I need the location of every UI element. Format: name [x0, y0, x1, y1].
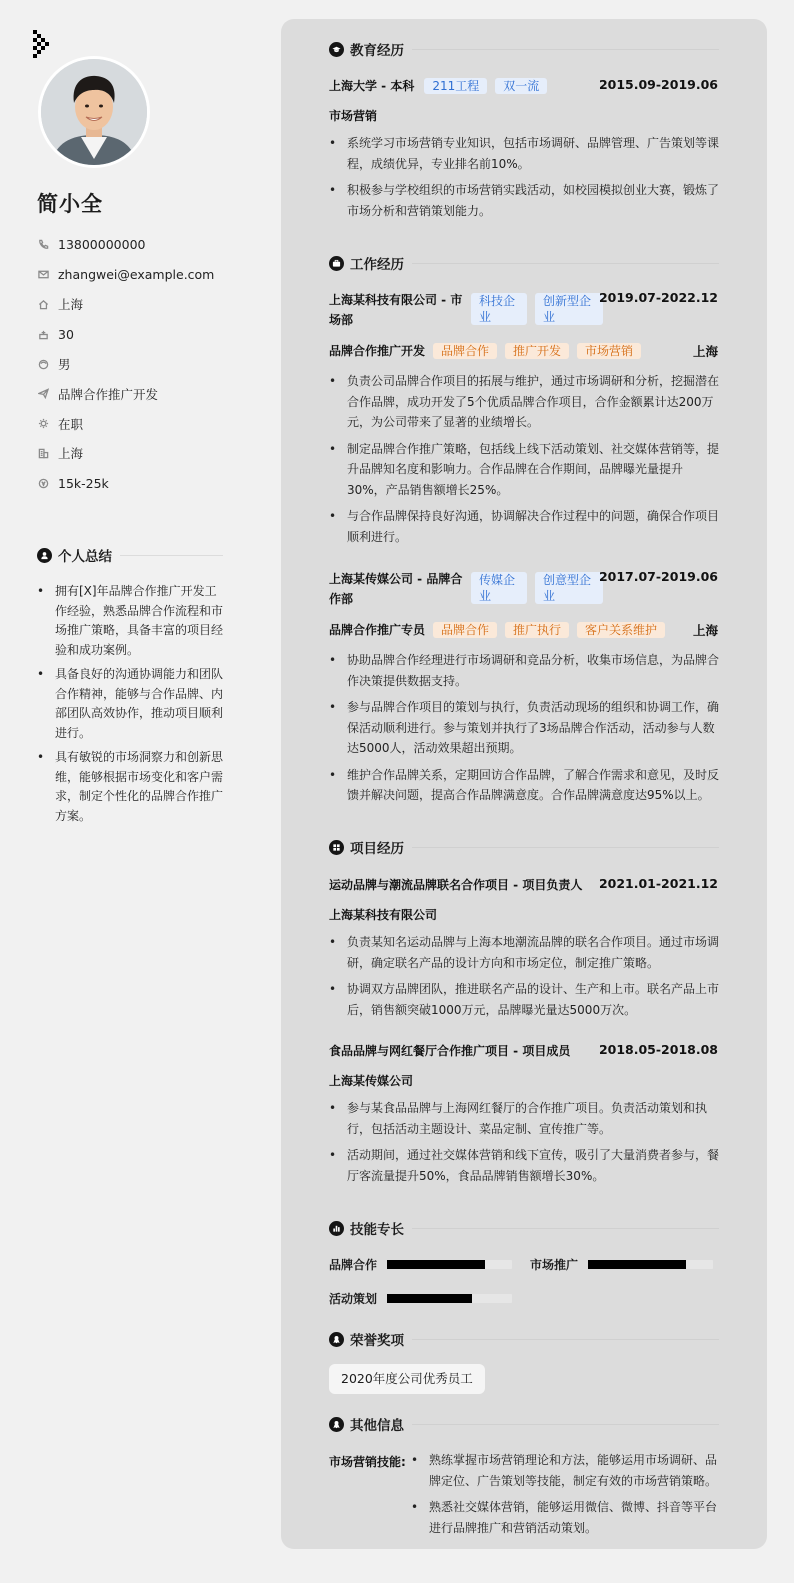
project-bullets — [329, 1098, 719, 1192]
section-title: 教育经历 — [350, 43, 404, 59]
company-line: 上海某传媒公司 - 品牌合 — [329, 572, 463, 586]
info-email — [37, 260, 214, 290]
project-company: 上海某传媒公司 — [329, 1074, 414, 1088]
section-title: 技能专长 — [350, 1222, 404, 1238]
summary-heading — [37, 545, 223, 565]
salary-icon — [37, 477, 49, 489]
list-item: • 负责公司品牌合作项目的拓展与维护，通过市场调研和分析，挖掘潜在合作品牌，成功开发了5个优质品牌合作项目，合作金额累计达200万元，为公司带来了显著的业绩增长。 — [329, 371, 719, 433]
job-role: 品牌合作推广专员 — [329, 623, 426, 637]
info-text: 上海 — [58, 297, 84, 313]
info-text: 在职 — [58, 416, 84, 432]
tag-line: 创新型企 — [543, 294, 592, 308]
avatar-photo — [41, 59, 147, 165]
divider — [412, 1339, 719, 1340]
skill-bar-fill — [588, 1260, 686, 1269]
sidebar — [0, 0, 284, 1583]
school-tag: 211工程 — [424, 78, 487, 94]
company-tag — [471, 293, 527, 325]
company-tag — [535, 293, 603, 325]
list-item: • 具备良好的沟通协调能力和团队合作精神，能够与合作品牌、内部团队高效协作，推动项目顺利进行。 — [37, 665, 223, 743]
tag-line: 科技企 — [479, 294, 516, 308]
section-title: 项目经历 — [350, 841, 404, 857]
role-tag: 市场营销 — [577, 343, 641, 359]
job-role-row — [329, 621, 665, 638]
education-heading — [329, 39, 719, 59]
project-name: 食品品牌与网红餐厅合作推广项目 - 项目成员 — [329, 1044, 571, 1058]
list-item: • 维护合作品牌关系，定期回访合作品牌，了解合作需求和意见，及时反馈并解决问题，提高合作品牌满意度。合作品牌满意度达95%以上。 — [329, 765, 719, 806]
role-tag: 推广开发 — [505, 343, 569, 359]
grid-icon — [329, 840, 344, 855]
info-phone — [37, 230, 214, 260]
divider — [412, 847, 719, 848]
home-icon — [37, 298, 49, 310]
section-title: 工作经历 — [350, 257, 404, 273]
section-title: 荣誉奖项 — [350, 1333, 404, 1349]
info-salary — [37, 468, 214, 498]
skill-bar-fill — [387, 1260, 485, 1269]
company-tag — [535, 572, 603, 604]
skills-heading — [329, 1218, 719, 1238]
mail-icon — [37, 269, 49, 281]
project-company: 上海某科技有限公司 — [329, 908, 438, 922]
section-title: 其他信息 — [350, 1418, 404, 1434]
skill-name: 市场推广 — [530, 1258, 579, 1272]
job-date: 2017.07-2019.06 — [598, 569, 718, 584]
divider — [412, 1424, 719, 1425]
divider — [412, 49, 719, 50]
bar-chart-icon — [329, 1221, 344, 1236]
project-date: 2018.05-2018.08 — [598, 1042, 718, 1057]
role-tag: 推广执行 — [505, 622, 569, 638]
info-text: 上海 — [58, 446, 84, 462]
avatar — [38, 56, 150, 168]
skill-name: 品牌合作 — [329, 1258, 378, 1272]
info-target-position — [37, 379, 214, 409]
phone-icon — [37, 239, 49, 251]
info-text: 男 — [58, 357, 71, 373]
projects-heading — [329, 837, 719, 857]
user-icon — [37, 548, 52, 563]
info-text: 品牌合作推广开发 — [58, 386, 159, 402]
tag-line: 业 — [543, 310, 556, 324]
divider — [120, 555, 223, 556]
company-line: 上海某科技有限公司 - 市 — [329, 293, 463, 307]
tag-line: 业 — [479, 589, 492, 603]
main-panel — [281, 19, 767, 1549]
job-city: 上海 — [692, 623, 718, 638]
tag-line: 业 — [479, 310, 492, 324]
job-company — [329, 569, 469, 609]
school-tag: 双一流 — [495, 78, 547, 94]
job-role: 品牌合作推广开发 — [329, 344, 426, 358]
list-item: • 拥有[X]年品牌合作推广开发工作经验，熟悉品牌合作流程和市场推广策略，具备丰富的项目经验和成功案例。 — [37, 582, 223, 660]
tag-line: 传媒企 — [479, 573, 516, 587]
other-info-label: 市场营销技能: — [329, 1455, 406, 1469]
company-tag — [471, 572, 527, 604]
list-item: • 系统学习市场营销专业知识，包括市场调研、品牌管理、广告策划等课程，成绩优异，专业排名前10%。 — [329, 133, 719, 174]
job-bullets — [329, 371, 719, 553]
job-city: 上海 — [692, 344, 718, 359]
role-tag: 客户关系维护 — [577, 622, 665, 638]
summary-list — [37, 582, 223, 831]
skill-bar — [387, 1260, 512, 1269]
skill-bar-fill — [387, 1294, 472, 1303]
list-item: • 具有敏锐的市场洞察力和创新思维，能够根据市场变化和客户需求，制定个性化的品牌合作推广方案。 — [37, 748, 223, 826]
project-bullets — [329, 932, 719, 1026]
project-date: 2021.01-2021.12 — [598, 876, 718, 891]
candidate-name: 简小全 — [37, 192, 103, 216]
info-target-city — [37, 439, 214, 469]
info-text: zhangwei@example.com — [58, 267, 215, 283]
skill-bar — [588, 1260, 713, 1269]
role-tag: 品牌合作 — [433, 343, 497, 359]
job-role-row — [329, 342, 641, 359]
divider — [412, 1228, 719, 1229]
skill-bar — [387, 1294, 512, 1303]
list-item: • 协调双方品牌团队，推进联名产品的设计、生产和上市。联名产品上市后，销售额突破1000万元，品牌曝光量达5000万次。 — [329, 979, 719, 1020]
info-status — [37, 409, 214, 439]
list-item: • 积极参与学校组织的市场营销实践活动，如校园模拟创业大赛，锻炼了市场分析和营销策划能力。 — [329, 180, 719, 221]
other-info-heading — [329, 1414, 719, 1434]
briefcase-icon — [329, 256, 344, 271]
list-item: • 参与品牌合作项目的策划与执行，负责活动现场的组织和协调工作，确保活动顺利进行。参与策划并执行了3场品牌合作活动，活动参与人数达5000人，活动效果超出预期。 — [329, 697, 719, 759]
list-item: • 熟悉社交媒体营销，能够运用微信、微博、抖音等平台进行品牌推广和营销活动策划。 — [411, 1497, 721, 1538]
info-location — [37, 290, 214, 320]
education-date: 2015.09-2019.06 — [598, 77, 718, 92]
school-name: 上海大学 - 本科 — [329, 79, 415, 93]
list-item: • 制定品牌合作推广策略，包括线上线下活动策划、社交媒体营销等，提升品牌知名度和影响力。合作品牌在合作期间，品牌曝光量提升30%，产品销售额增长25%。 — [329, 439, 719, 501]
info-gender — [37, 349, 214, 379]
section-title: 个人总结 — [58, 549, 112, 565]
send-icon — [37, 388, 49, 400]
education-bullets — [329, 133, 719, 227]
list-item: • 协助品牌合作经理进行市场调研和竞品分析，收集市场信息，为品牌合作决策提供数据支持。 — [329, 650, 719, 691]
tag-line: 创意型企 — [543, 573, 592, 587]
award-icon — [329, 1332, 344, 1347]
list-item: • 活动期间，通过社交媒体营销和线下宣传，吸引了大量消费者参与，餐厅客流量提升50%，食品品牌销售额增长30%。 — [329, 1145, 719, 1186]
education-major: 市场营销 — [329, 109, 378, 123]
logo-chevron-icon — [33, 30, 53, 58]
education-header-row — [329, 77, 547, 94]
award-chip: 2020年度公司优秀员工 — [329, 1364, 485, 1394]
info-text: 30 — [58, 326, 74, 342]
contact-info-list — [37, 230, 214, 498]
work-heading — [329, 253, 719, 273]
job-company — [329, 290, 469, 330]
info-text: 15k-25k — [58, 475, 109, 491]
skill-name: 活动策划 — [329, 1292, 378, 1306]
age-icon — [37, 328, 49, 340]
project-name: 运动品牌与潮流品牌联名合作项目 - 项目负责人 — [329, 878, 583, 892]
building-icon — [37, 447, 49, 459]
job-bullets — [329, 650, 719, 812]
role-tag: 品牌合作 — [433, 622, 497, 638]
info-age — [37, 319, 214, 349]
gender-icon — [37, 358, 49, 370]
list-item: • 负责某知名运动品牌与上海本地潮流品牌的联名合作项目。通过市场调研，确定联名产品的设计方向和市场定位，制定推广策略。 — [329, 932, 719, 973]
company-line: 作部 — [329, 592, 354, 606]
graduation-cap-icon — [329, 42, 344, 57]
status-icon — [37, 418, 49, 430]
list-item: • 熟练掌握市场营销理论和方法，能够运用市场调研、品牌定位、广告策划等技能，制定有效的市场营销策略。 — [411, 1450, 721, 1491]
info-badge-icon — [329, 1417, 344, 1432]
divider — [412, 263, 719, 264]
list-item: • 参与某食品品牌与上海网红餐厅的合作推广项目。负责活动策划和执行，包括活动主题设计、菜品定制、宣传推广等。 — [329, 1098, 719, 1139]
other-info-bullets — [411, 1450, 721, 1544]
info-text: 13800000000 — [58, 237, 146, 253]
job-date: 2019.07-2022.12 — [598, 290, 718, 305]
awards-heading — [329, 1329, 719, 1349]
list-item: • 与合作品牌保持良好沟通，协调解决合作过程中的问题，确保合作项目顺利进行。 — [329, 506, 719, 547]
tag-line: 业 — [543, 589, 556, 603]
company-line: 场部 — [329, 313, 354, 327]
